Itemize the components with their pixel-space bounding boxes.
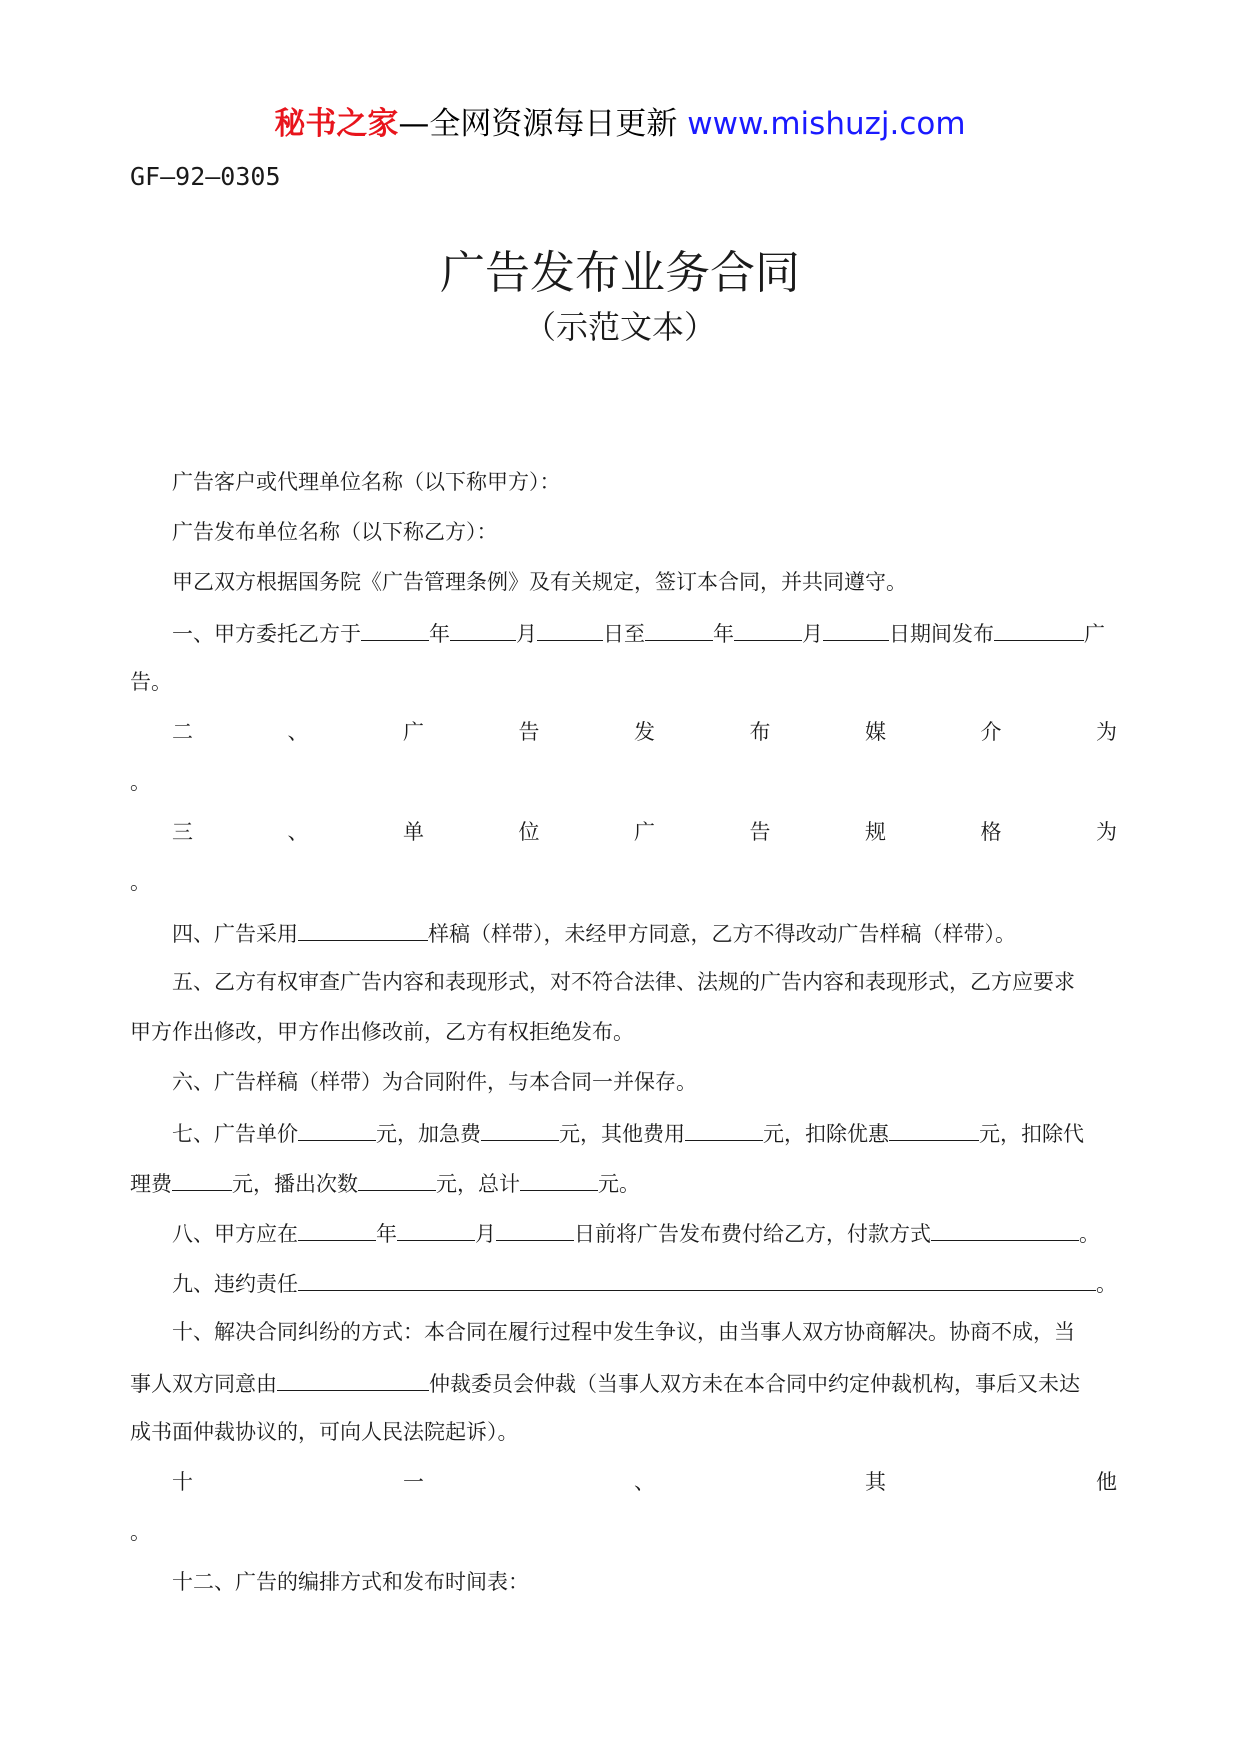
clause-10-line-1: 十、解决合同纠纷的方式：本合同在履行过程中发生争议，由当事人双方协商解决。协商不成，当 — [172, 1320, 1075, 1344]
document-code: GF—92—0305 — [130, 162, 281, 191]
clause-2-char: 媒 — [865, 720, 886, 744]
clause-1-text: 广 — [1084, 622, 1105, 646]
blank-field[interactable] — [889, 1116, 979, 1141]
clause-4-text: 样稿（样带），未经甲方同意，乙方不得改动广告样稿（样带）。 — [428, 922, 1016, 946]
clause-10-line-2 — [130, 1366, 1080, 1400]
blank-field[interactable] — [823, 616, 889, 641]
clause-3-char: 规 — [865, 820, 886, 844]
clause-5-line-2: 甲方作出修改，甲方作出修改前，乙方有权拒绝发布。 — [130, 1020, 634, 1044]
clause-11 — [172, 1466, 1117, 1498]
clause-1-text: 一、甲方委托乙方于 — [172, 622, 361, 646]
clause-7-text: 元，加急费 — [376, 1122, 481, 1146]
document-subtitle: （示范文本） — [523, 308, 716, 346]
clause-3-char: 、 — [287, 820, 309, 844]
clause-8-text: 月 — [475, 1222, 496, 1246]
clause-1 — [172, 616, 1105, 650]
blank-field[interactable] — [645, 616, 713, 641]
clause-3-char: 格 — [980, 820, 1002, 844]
blank-field[interactable] — [298, 1216, 376, 1241]
clause-7-text: 理费 — [130, 1172, 172, 1196]
clause-2-char: 布 — [749, 720, 771, 744]
clause-4 — [172, 916, 1016, 950]
clause-3-tail: 。 — [130, 870, 151, 894]
blank-field[interactable] — [358, 1166, 436, 1191]
clause-2-char: 发 — [634, 720, 655, 744]
clause-7-line-2 — [130, 1166, 640, 1200]
clause-1-text: 日至 — [603, 622, 645, 646]
clause-1-text: 月 — [516, 622, 537, 646]
clause-12: 十二、广告的编排方式和发布时间表： — [172, 1570, 529, 1594]
clause-4-text: 四、广告采用 — [172, 922, 298, 946]
clause-3-char: 单 — [403, 820, 424, 844]
clause-2-char: 告 — [518, 720, 540, 744]
party-a-line: 广告客户或代理单位名称（以下称甲方）： — [172, 470, 561, 494]
blank-field[interactable] — [994, 616, 1084, 641]
blank-field[interactable] — [361, 616, 429, 641]
preamble-line: 甲乙双方根据国务院《广告管理条例》及有关规定，签订本合同，并共同遵守。 — [172, 570, 907, 594]
blank-field[interactable] — [298, 1266, 1096, 1291]
clause-8 — [172, 1216, 1100, 1250]
clause-1-tail: 告。 — [130, 670, 172, 694]
clause-5-line-1: 五、乙方有权审查广告内容和表现形式，对不符合法律、法规的广告内容和表现形式，乙方应要求 — [172, 970, 1075, 994]
clause-7-text: 元，总计 — [436, 1172, 520, 1196]
brand-name: 秘书之家 — [274, 106, 399, 142]
clause-10-text: 事人双方同意由 — [130, 1372, 277, 1396]
header-tagline: —全网资源每日更新 — [398, 106, 678, 142]
blank-field[interactable] — [734, 616, 802, 641]
clause-11-char: 他 — [1096, 1470, 1117, 1494]
blank-field[interactable] — [931, 1216, 1079, 1241]
blank-field[interactable] — [537, 616, 603, 641]
clause-2-tail: 。 — [130, 770, 151, 794]
blank-field[interactable] — [520, 1166, 598, 1191]
clause-1-text: 年 — [713, 622, 734, 646]
clause-11-tail: 。 — [130, 1520, 151, 1544]
site-header — [0, 100, 1240, 148]
clause-7-text: 七、广告单价 — [172, 1122, 298, 1146]
clause-2 — [172, 716, 1117, 748]
clause-3 — [172, 816, 1117, 848]
clause-7-text: 元。 — [598, 1172, 640, 1196]
clause-9 — [172, 1266, 1117, 1300]
clause-11-char: 一 — [403, 1470, 424, 1494]
clause-1-text: 日期间发布 — [889, 622, 994, 646]
clause-11-char: 十 — [172, 1470, 193, 1494]
blank-field[interactable] — [397, 1216, 475, 1241]
clause-7-text: 元，其他费用 — [559, 1122, 685, 1146]
clause-2-char: 广 — [403, 720, 424, 744]
clause-3-char: 三 — [172, 820, 193, 844]
clause-3-char: 位 — [518, 820, 540, 844]
clause-6: 六、广告样稿（样带）为合同附件，与本合同一并保存。 — [172, 1070, 697, 1094]
clause-10-line-3: 成书面仲裁协议的，可向人民法院起诉）。 — [130, 1420, 519, 1444]
blank-field[interactable] — [496, 1216, 574, 1241]
clause-8-text: 日前将广告发布费付给乙方，付款方式 — [574, 1222, 931, 1246]
blank-field[interactable] — [685, 1116, 763, 1141]
clause-2-char: 、 — [287, 720, 309, 744]
party-b-line: 广告发布单位名称（以下称乙方）： — [172, 520, 498, 544]
blank-field[interactable] — [298, 916, 428, 941]
clause-8-text: 年 — [376, 1222, 397, 1246]
site-url-link[interactable]: www.mishuzj.com — [687, 106, 966, 142]
clause-7-line-1 — [172, 1116, 1084, 1150]
blank-field[interactable] — [450, 616, 516, 641]
clause-2-char: 介 — [980, 720, 1002, 744]
clause-11-char: 、 — [634, 1470, 655, 1494]
clause-1-text: 月 — [802, 622, 823, 646]
clause-2-char: 二 — [172, 720, 193, 744]
clause-7-text: 元，扣除优惠 — [763, 1122, 889, 1146]
blank-field[interactable] — [172, 1166, 232, 1191]
clause-9-text: 九、违约责任 — [172, 1272, 298, 1296]
clause-11-char: 其 — [865, 1470, 886, 1494]
blank-field[interactable] — [298, 1116, 376, 1141]
blank-field[interactable] — [277, 1366, 429, 1391]
blank-field[interactable] — [481, 1116, 559, 1141]
document-title: 广告发布业务合同 — [439, 246, 800, 299]
clause-3-char: 为 — [1096, 820, 1117, 844]
clause-9-text: 。 — [1096, 1272, 1117, 1296]
clause-2-char: 为 — [1096, 720, 1117, 744]
clause-7-text: 元，扣除代 — [979, 1122, 1084, 1146]
clause-7-text: 元，播出次数 — [232, 1172, 358, 1196]
clause-1-text: 年 — [429, 622, 450, 646]
clause-8-text: 。 — [1079, 1222, 1100, 1246]
clause-3-char: 告 — [749, 820, 771, 844]
clause-8-text: 八、甲方应在 — [172, 1222, 298, 1246]
clause-3-char: 广 — [634, 820, 655, 844]
clause-10-text: 仲裁委员会仲裁（当事人双方未在本合同中约定仲裁机构，事后又未达 — [429, 1372, 1080, 1396]
